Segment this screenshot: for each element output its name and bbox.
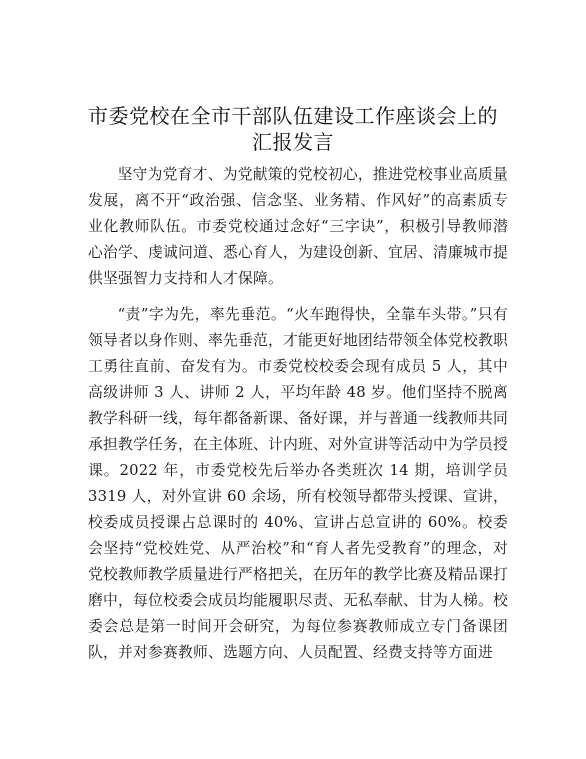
- document-body: [88, 162, 508, 676]
- document-title-line-2: 汇报发言: [252, 130, 334, 154]
- paragraph-intro: 坚守为党育才、为党献策的党校初心，推进党校事业高质量发展，离不开“政治强、信念坚、业务精、作风好”的高素质专业化教师队伍。市委党校通过念好“三字诀”，积极引导教师潜心治学、虔诚问道、悉心育人，为建设创新、宜居、清廉城市提供坚强智力支持和人才保障。: [88, 166, 508, 287]
- paragraph-responsibility: “责”字为先，率先垂范。“火车跑得快，全靠车头带。”只有领导者以身作则、率先垂范，才能更好地团结带领全体党校教职工勇往直前、奋发有为。市委党校校委会现有成员 5 人，其中高级讲师 3 人、讲师 2 人，平均年龄 48 岁。他们坚持不脱离教学科研一线，每年都备新课、备好课，并与普通一线教师共同承担教学任务，在主体班、计内班、对外宣讲等活动中为学员授课。2022 年，市委党校先后举办各类班次 14 期，培训学员 3319 人，对外宣讲 60 余场，所有校领导都带头授课、宣讲，校委成员授课占总课时的 40%、宣讲占总宣讲的 60%。校委会坚持“党校姓党、从严治校”和“育人者先受教育”的理念，对党校教师教学质量进行严格把关，在历年的教学比赛及精品课打磨中，每位校委会成员均能履职尽责、无私奉献、甘为人梯。校委会总是第一时间开会研究，为每位参赛教师成立专门备课团队，并对参赛教师、选题方向、人员配置、经费支持等方面进: [88, 306, 508, 661]
- document-title-line-1: 市委党校在全市干部队伍建设工作座谈会上的: [88, 104, 498, 128]
